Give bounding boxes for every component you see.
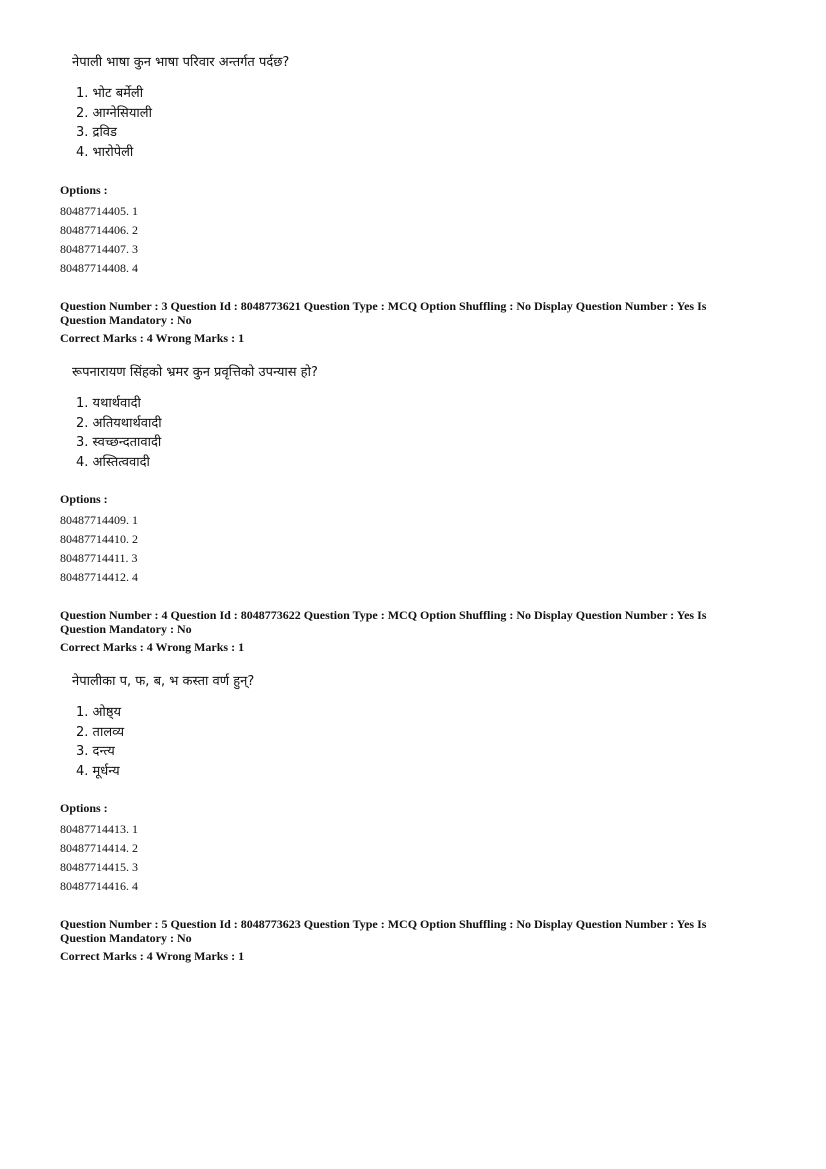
option-id-2: 80487714406. 2 — [60, 223, 138, 237]
choice-2: 2. तालव्य — [76, 724, 125, 740]
options-section — [60, 492, 760, 587]
choice-1: 1. यथार्थवादी — [76, 396, 141, 411]
choice-1: 1. भोट बर्मेली — [76, 86, 144, 101]
question-marks: Correct Marks : 4 Wrong Marks : 1 — [60, 331, 245, 345]
question-marks: Correct Marks : 4 Wrong Marks : 1 — [60, 949, 245, 963]
options-section — [60, 183, 760, 278]
option-id-4: 80487714408. 4 — [60, 261, 138, 275]
question-meta-line1: Question Number : 5 Question Id : 8048773623 Question Type : MCQ Option Shuffling : No Display Question Number : Yes Is — [60, 917, 707, 931]
choice-1: 1. ओष्ठ्य — [76, 705, 122, 720]
question-4-header — [60, 608, 760, 655]
option-id-2: 80487714414. 2 — [60, 841, 138, 855]
option-id-3: 80487714407. 3 — [60, 242, 138, 256]
question-meta-line2: Question Mandatory : No — [60, 622, 192, 636]
answer-choices — [76, 703, 760, 781]
options-title: Options : — [60, 801, 108, 815]
option-id-1: 80487714405. 1 — [60, 204, 138, 218]
choice-3: 3. दन्त्य — [76, 744, 115, 759]
choice-4: 4. भारोपेली — [76, 144, 134, 160]
question-meta-line1: Question Number : 4 Question Id : 8048773622 Question Type : MCQ Option Shuffling : No Display Question Number : Yes Is — [60, 608, 707, 622]
question-text: नेपाली भाषा कुन भाषा परिवार अन्तर्गत पर्दछ? — [72, 55, 290, 70]
choice-4: 4. अस्तित्ववादी — [76, 454, 150, 470]
question-meta-line2: Question Mandatory : No — [60, 313, 192, 327]
option-id-3: 80487714411. 3 — [60, 551, 138, 565]
question-meta-line2: Question Mandatory : No — [60, 931, 192, 945]
question-marks: Correct Marks : 4 Wrong Marks : 1 — [60, 640, 245, 654]
question-text: रूपनारायण सिंहको भ्रमर कुन प्रवृत्तिको उपन्यास हो? — [72, 365, 318, 380]
options-title: Options : — [60, 183, 108, 197]
option-id-4: 80487714412. 4 — [60, 570, 138, 584]
answer-choices — [76, 84, 760, 162]
option-id-2: 80487714410. 2 — [60, 532, 138, 546]
question-5-header — [60, 917, 760, 964]
question-meta-line1: Question Number : 3 Question Id : 8048773621 Question Type : MCQ Option Shuffling : No Display Question Number : Yes Is — [60, 299, 707, 313]
question-2-body — [60, 52, 760, 162]
option-id-1: 80487714413. 1 — [60, 822, 138, 836]
option-id-4: 80487714416. 4 — [60, 879, 138, 893]
option-id-1: 80487714409. 1 — [60, 513, 138, 527]
question-3-header — [60, 299, 760, 346]
question-text: नेपालीका प, फ, ब, भ कस्ता वर्ण हुन्? — [72, 674, 255, 689]
question-4-body — [60, 671, 760, 781]
choice-4: 4. मूर्धन्य — [76, 763, 120, 779]
options-section — [60, 801, 760, 896]
choice-2: 2. आग्नेसियाली — [76, 105, 152, 121]
answer-choices — [76, 394, 760, 472]
option-id-3: 80487714415. 3 — [60, 860, 138, 874]
question-3-body — [60, 362, 760, 472]
options-title: Options : — [60, 492, 108, 506]
choice-3: 3. द्रविड — [76, 125, 117, 140]
choice-2: 2. अतियथार्थवादी — [76, 415, 162, 431]
choice-3: 3. स्वच्छन्दतावादी — [76, 435, 162, 450]
